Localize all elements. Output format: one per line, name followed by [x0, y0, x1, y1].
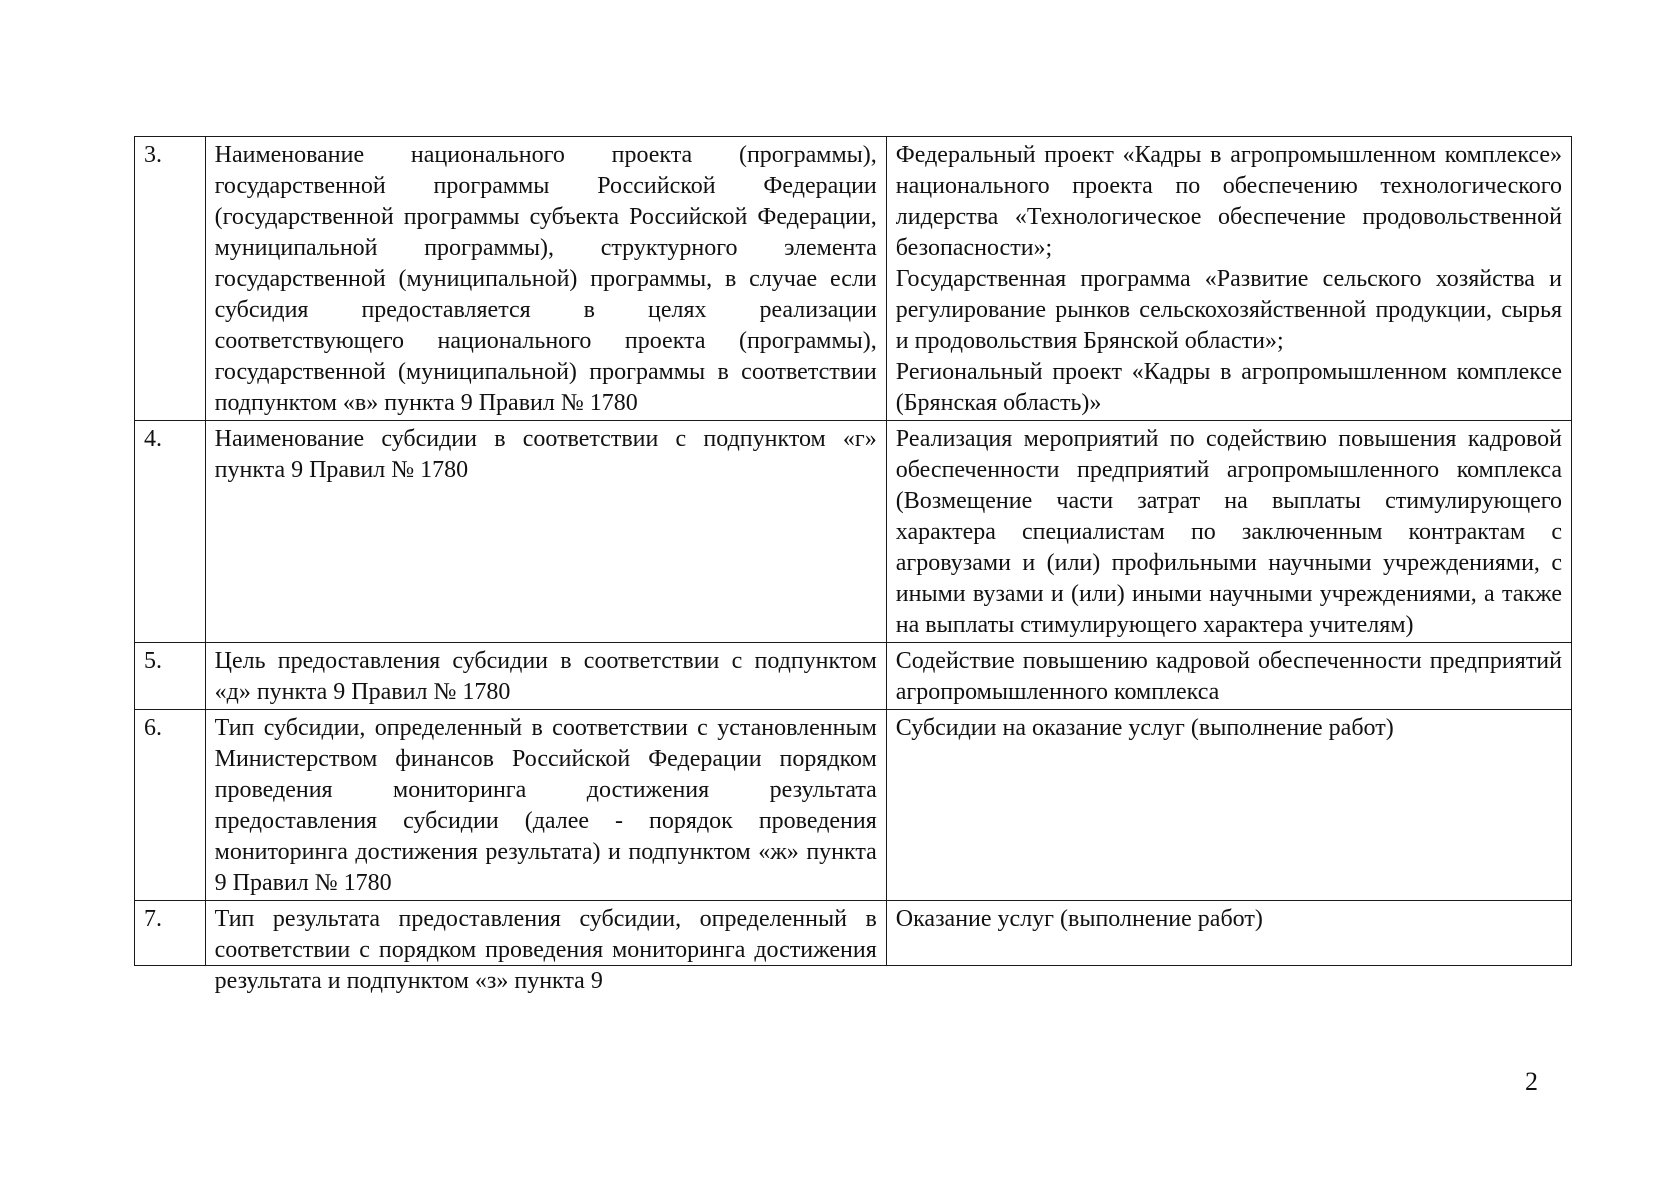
- row-value: Оказание услуг (выполнение работ): [886, 901, 1571, 966]
- value-paragraph: Федеральный проект «Кадры в агропромышленном комплексе» национального проекта по обеспечению технологического лидерства «Технологическое обеспечение продовольственной безопасности»;: [895, 142, 1562, 261]
- row-value: Субсидии на оказание услуг (выполнение работ): [886, 710, 1571, 901]
- row-value: [886, 137, 1571, 421]
- row-number: 5.: [135, 643, 206, 710]
- row-number: 7.: [135, 901, 206, 966]
- row-label: Цель предоставления субсидии в соответствии с подпунктом «д» пункта 9 Правил № 1780: [205, 643, 886, 710]
- row-value: Реализация мероприятий по содействию повышения кадровой обеспеченности предприятий агропромышленного комплекса (Возмещение части затрат на выплаты стимулирующего характера специалистам по заключенным контрактам с агровузами и (или) профильными научными учреждениями, с иными вузами и (или) иными научными учреждениями, а также на выплаты стимулирующего характера учителям): [886, 421, 1571, 643]
- row-label-text: Тип результата предоставления субсидии, определенный в соответствии с порядком проведения мониторинга достижения результата и подпунктом «з» пункта 9: [214, 906, 877, 994]
- table-row: [135, 901, 1572, 966]
- row-number: 6.: [135, 710, 206, 901]
- row-label: Тип субсидии, определенный в соответствии с установленным Министерством финансов Российской Федерации порядком проведения мониторинга достижения результата предоставления субсидии (далее - порядок проведения мониторинга достижения результата) и подпунктом «ж» пункта 9 Правил № 1780: [205, 710, 886, 901]
- table-row: [135, 643, 1572, 710]
- table-row: [135, 137, 1572, 421]
- table-row: [135, 710, 1572, 901]
- row-label: Наименование субсидии в соответствии с подпунктом «г» пункта 9 Правил № 1780: [205, 421, 886, 643]
- row-label: Наименование национального проекта (программы), государственной программы Российской Федерации (государственной программы субъекта Российской Федерации, муниципальной программы), структурного элемента государственной (муниципальной) программы, в случае если субсидия предоставляется в целях реализации соответствующего национального проекта (программы), государственной (муниципальной) программы в соответствии подпунктом «в» пункта 9 Правил № 1780: [205, 137, 886, 421]
- row-value: Содействие повышению кадровой обеспеченности предприятий агропромышленного комплекса: [886, 643, 1571, 710]
- subsidy-info-table: [134, 136, 1572, 994]
- row-label: [205, 901, 886, 994]
- value-paragraph: Региональный проект «Кадры в агропромышленном комплексе (Брянская область)»: [895, 359, 1562, 416]
- table-row: [135, 421, 1572, 643]
- row-number: 4.: [135, 421, 206, 643]
- row-number: 3.: [135, 137, 206, 421]
- page-number: 2: [1525, 1067, 1538, 1096]
- value-paragraph: Государственная программа «Развитие сельского хозяйства и регулирование рынков сельскохозяйственной продукции, сырья и продовольствия Брянской области»;: [895, 266, 1562, 354]
